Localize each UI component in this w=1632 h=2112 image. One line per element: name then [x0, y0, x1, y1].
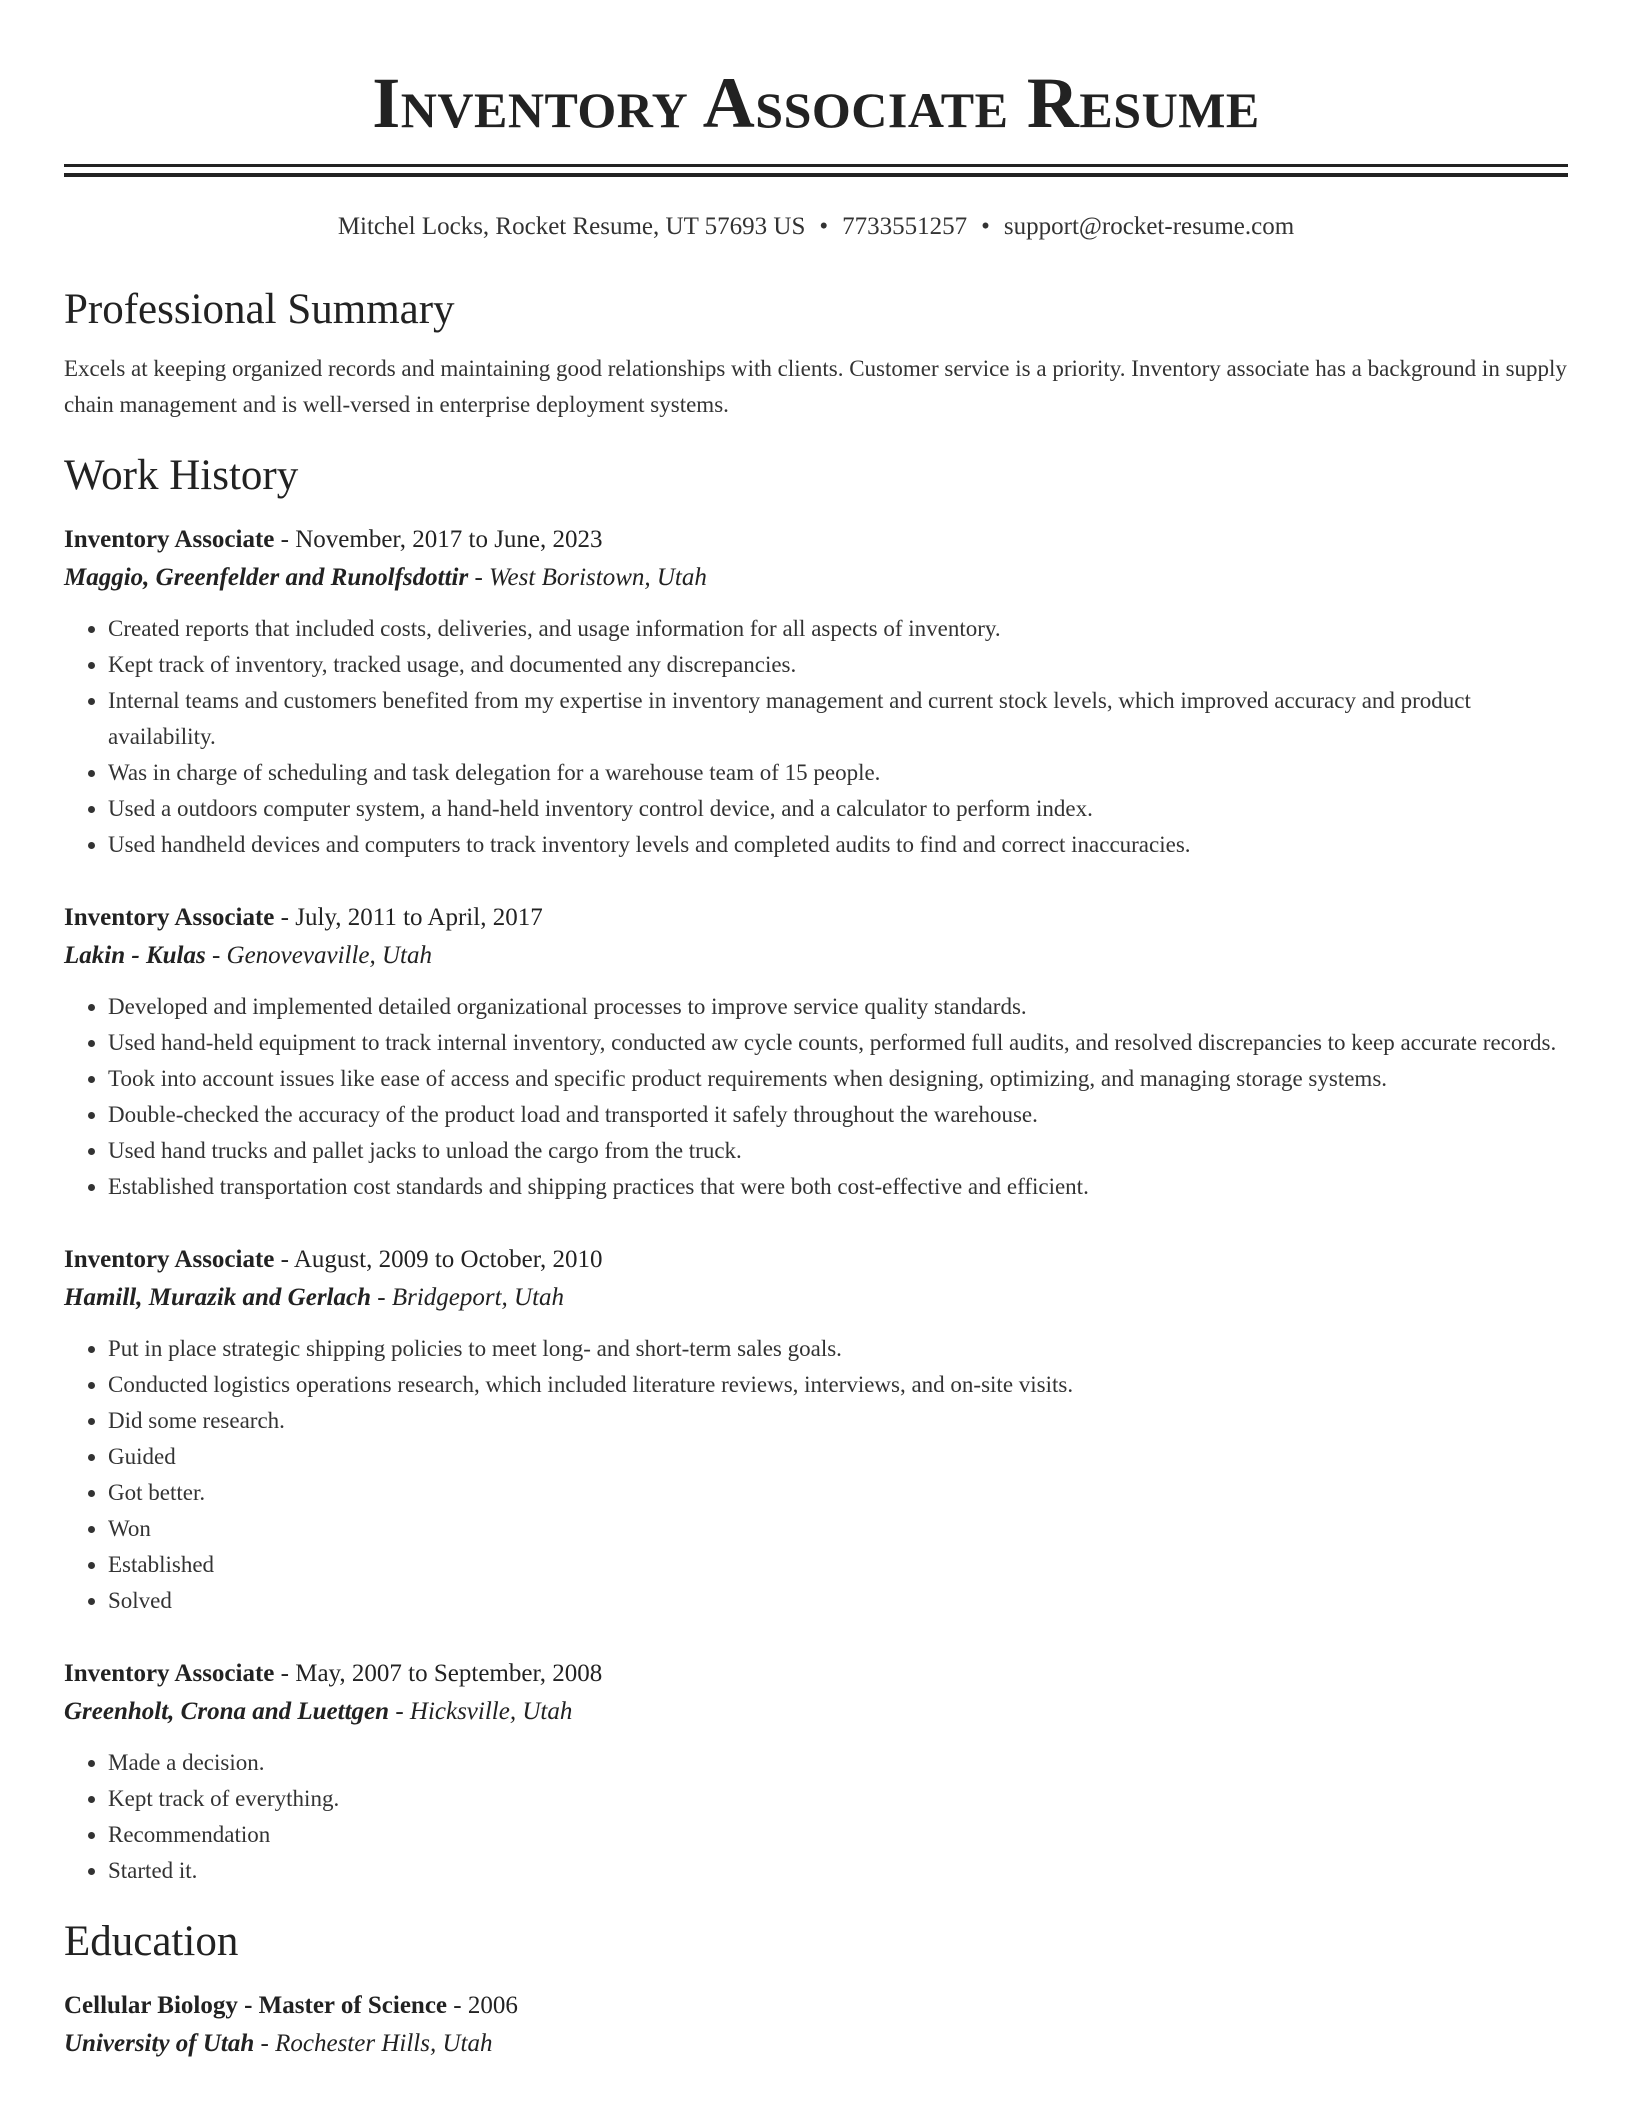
education-location: - Rochester Hills, Utah	[254, 2030, 493, 2057]
job-role: Inventory Associate	[64, 1246, 275, 1273]
job-dates: - August, 2009 to October, 2010	[274, 1246, 603, 1273]
job-entry	[64, 1655, 1568, 1889]
job-location: - West Boristown, Utah	[468, 564, 707, 591]
job-location: - Hicksville, Utah	[389, 1698, 573, 1725]
education-degree-line	[64, 1987, 1568, 2025]
title-divider-bottom	[64, 173, 1568, 177]
job-role: Inventory Associate	[64, 1660, 275, 1687]
job-company: Greenholt, Crona and Luettgen	[64, 1698, 390, 1725]
job-bullet: • Kept track of everything.	[108, 1781, 1568, 1817]
job-company-line	[64, 1693, 1568, 1731]
job-company-line	[64, 937, 1568, 975]
contact-phone: 7733551257	[842, 213, 968, 240]
resume-page	[64, 0, 1568, 2063]
summary-text: Excels at keeping organized records and maintaining good relationships with clients. Customer service is a priority. Inventory associate has a background in supply chain management and is well-versed in enterprise deployment systems.	[64, 356, 1567, 417]
job-bullet: • Established transportation cost standards and shipping practices that were both cost-effective and efficient.	[108, 1169, 1568, 1205]
job-bullet: • Used hand trucks and pallet jacks to unload the cargo from the truck.	[108, 1133, 1568, 1169]
job-company: Maggio, Greenfelder and Runolfsdottir	[64, 564, 469, 591]
job-dates: - July, 2011 to April, 2017	[274, 904, 543, 931]
job-entry	[64, 1241, 1568, 1619]
job-bullet: • Recommendation	[108, 1817, 1568, 1853]
job-bullet-list	[64, 1331, 1568, 1619]
job-bullet-list	[64, 989, 1568, 1205]
job-bullet: • Made a decision.	[108, 1745, 1568, 1781]
job-bullet: • Got better.	[108, 1475, 1568, 1511]
job-bullet: • Kept track of inventory, tracked usage, and documented any discrepancies.	[108, 647, 1568, 683]
job-bullet: • Internal teams and customers benefited from my expertise in inventory management and current stock levels, which improved accuracy and product availability.	[108, 683, 1568, 755]
education-school: University of Utah	[64, 2030, 255, 2057]
job-title-line	[64, 899, 1568, 937]
job-title-line	[64, 1655, 1568, 1693]
job-bullet: • Won	[108, 1511, 1568, 1547]
job-bullet: • Conducted logistics operations research, which included literature reviews, interviews, and on-site visits.	[108, 1367, 1568, 1403]
job-bullet: • Double-checked the accuracy of the product load and transported it safely throughout the warehouse.	[108, 1097, 1568, 1133]
job-bullet: • Developed and implemented detailed organizational processes to improve service quality standards.	[108, 989, 1568, 1025]
job-company: Lakin - Kulas	[64, 942, 206, 969]
job-bullet: • Used a outdoors computer system, a hand-held inventory control device, and a calculator to perform index.	[108, 791, 1568, 827]
education-heading: Education	[64, 1918, 239, 1965]
education-year: - 2006	[447, 1992, 518, 2019]
job-dates: - May, 2007 to September, 2008	[274, 1660, 603, 1687]
job-entry	[64, 899, 1568, 1205]
job-company-line	[64, 1279, 1568, 1317]
job-entry	[64, 521, 1568, 863]
job-bullet: • Started it.	[108, 1853, 1568, 1889]
job-bullet: • Guided	[108, 1439, 1568, 1475]
contact-address: Mitchel Locks, Rocket Resume, UT 57693 US	[337, 213, 806, 240]
job-bullet: • Used handheld devices and computers to track inventory levels and completed audits to find and correct inaccuracies.	[108, 827, 1568, 863]
education-school-line	[64, 2025, 1568, 2063]
education-entry	[64, 1987, 1568, 2063]
job-bullet: • Used hand-held equipment to track internal inventory, conducted aw cycle counts, performed full audits, and resolved discrepancies to keep accurate records.	[108, 1025, 1568, 1061]
resume-title: Inventory Associate Resume	[372, 63, 1260, 143]
job-bullet-list	[64, 611, 1568, 863]
job-location: - Bridgeport, Utah	[371, 1284, 565, 1311]
job-bullet: • Created reports that included costs, deliveries, and usage information for all aspects of inventory.	[108, 611, 1568, 647]
contact-separator: •	[981, 213, 990, 240]
contact-line	[64, 211, 1568, 243]
job-bullet: • Established	[108, 1547, 1568, 1583]
job-company-line	[64, 559, 1568, 597]
contact-separator: •	[819, 213, 829, 240]
job-bullet-list	[64, 1745, 1568, 1889]
job-title-line	[64, 521, 1568, 559]
job-bullet: • Took into account issues like ease of access and specific product requirements when designing, optimizing, and managing storage systems.	[108, 1061, 1568, 1097]
work-history-heading: Work History	[64, 452, 299, 499]
job-title-line	[64, 1241, 1568, 1279]
job-company: Hamill, Murazik and Gerlach	[64, 1284, 371, 1311]
job-role: Inventory Associate	[64, 904, 275, 931]
title-divider-top	[64, 164, 1568, 167]
contact-email[interactable]: support@rocket-resume.com	[1003, 213, 1295, 240]
job-bullet: • Solved	[108, 1583, 1568, 1619]
job-role: Inventory Associate	[64, 526, 275, 553]
education-degree: Cellular Biology - Master of Science	[64, 1992, 448, 2019]
job-dates: - November, 2017 to June, 2023	[274, 526, 603, 553]
job-bullet: • Was in charge of scheduling and task delegation for a warehouse team of 15 people.	[108, 755, 1568, 791]
job-bullet: • Put in place strategic shipping policies to meet long- and short-term sales goals.	[108, 1331, 1568, 1367]
job-location: - Genovevaville, Utah	[205, 942, 432, 969]
job-bullet: • Did some research.	[108, 1403, 1568, 1439]
summary-heading: Professional Summary	[64, 286, 455, 333]
